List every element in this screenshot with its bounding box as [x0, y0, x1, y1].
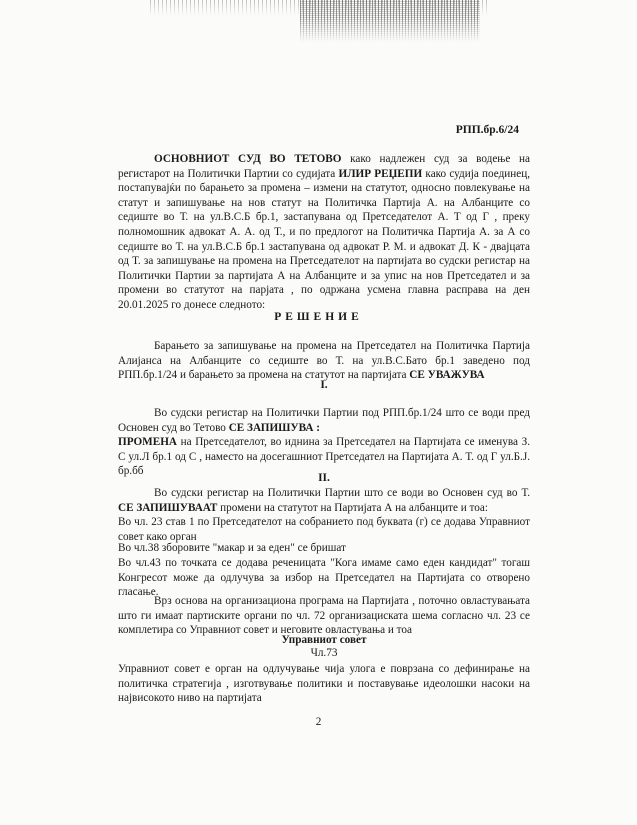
- amendment-item: Во чл. 23 став 1 по Претседателот на собранието под буквата (г) се додава Управниот совет како орган: [118, 516, 530, 543]
- intro-paragraph: ОСНОВНИОТ СУД ВО ТЕТОВО како надлежен суд за водење на регистарот на Политички Партии со судијата ИЛИР РЕЏЕПИ како судија поединец, постапувајќи по барањето за промена – измени на статутот, односно повлекување на статут и запишување на нов статут на Политичка Партија А. на Албанците со седиште во Т. на ул.В.С.Б бр.1, застапувана од Претседателот А. Т од Г , преку полномошник адвокат А. А. од Т., и по предлогот на Политичка Партија А. за А со седиште во Т. на ул.В.С.Б бр.1 застапувана од адвокат Р. М. и адвокат Д. К - двајцата од Т. за запишување на промена на Претседателот на партијата во судски регистар на Политички Партии за партијата А на Албанците и за упис на нов Претседател и за промени во статутот на парјата , по одржана усмена главна расправа на ден 20.01.2025 го донесе следното:: [118, 153, 531, 311]
- section-heading-2: II.: [318, 472, 330, 484]
- subsection-heading: Управниот совет: [281, 634, 367, 646]
- decision-heading: РЕШЕНИЕ: [274, 311, 363, 323]
- court-name: ОСНОВНИОТ СУД ВО ТЕТОВО: [154, 153, 342, 165]
- page-number: 2: [315, 716, 322, 728]
- article-paragraph: Управниот совет е орган на одлучување чија улога е поврзана со дефинирање на политичка стратегија , изготвување политики и поставување идеолошки насоки на највисокото ниво на партијата: [118, 663, 530, 705]
- scan-noise-faint: [150, 0, 490, 16]
- section-heading-1: I.: [320, 379, 328, 391]
- amendment-item: Во чл.43 по точката се додава реченицата "Кога имаме само еден кандидат" тогаш Конгресот може да одлучува за избор на Претседател на Партијата со отворено гласање.: [118, 557, 530, 599]
- amendment-item: Во чл.38 зборовите "макар и за еден" се бришат: [118, 542, 346, 554]
- section-2-paragraph: Во судски регистар на Политички Партии што се води во Основен суд во Т. СЕ ЗАПИШУВААТ промени на статутот на Партијата А на албанците и тоа:: [118, 487, 530, 514]
- judge-name: ИЛИР РЕЏЕПИ: [338, 167, 423, 180]
- section-1-paragraph: Во судски регистар на Политички Партии под РПП.бр.1/24 што се води пред Основен суд во Тетово СЕ ЗАПИШУВА : ПРОМЕНА на Претседателот, во иднина за Претседател на Партијата се именува З. С ул.Л бр.1 од С , наместо на досегашниот Претседател на Партијата А. Т. од Г ул.Б.Ј. бр.бб: [118, 407, 530, 478]
- organization-paragraph: Врз основа на организациона програма на Партијата , поточно овластувањата што ги имаат партиските органи по чл. 72 организациската шема согласно чл. 23 се комплетира со Управниот совет и неговите овластувања и тоа: [118, 595, 530, 637]
- ruling-verdict: СЕ УВАЖУВА: [409, 369, 485, 382]
- ruling-paragraph: Барањето за запишување на промена на Претседател на Политичка Партија Алијанса на Албанците со седиште во Т. на ул.В.С.Бато бр.1 заведено под РПП.бр.1/24 и барањето за промена на статутот на партијата СЕ УВАЖУВА: [118, 340, 530, 382]
- article-number: Чл.73: [310, 647, 338, 659]
- case-reference: РПП.бр.6/24: [455, 124, 519, 136]
